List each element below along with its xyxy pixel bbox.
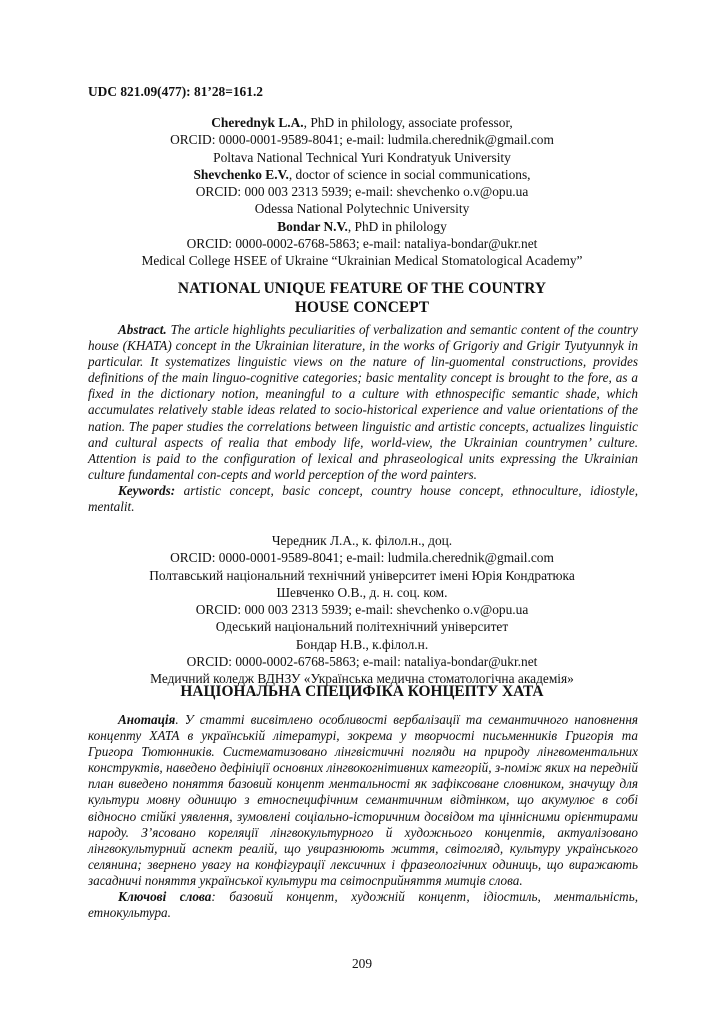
abstract-paragraph: Анотація. У статті висвітлено особливості вербалізації та семантичного наповнення концепту ХАТА в українській літературі, зокрема у творчості письменників Григорія та Григора Тютюнників. Систематизовано лінгвістичні погляди на природу лінгвоментальних конструктів, наведено дефініції основних лінгвокогнітивних категорій, з-поміж яких на передній план виведено поняття базовий концепт ментальності як зафіксоване словником, значущу для культури мовну одиницю з етноспецифічним семантичним відтінком, що акумулює в собі відносно стійкі уявлення, зумовлені соціально-історичним досвідом та ціннісними орієнтирами народу. З’ясовано кореляції лінгвокультурного й художнього концептів, актуалізовано лінгвокультурний аспект реалій, що увиразнюють життя, світогляд, культуру українського селянина; звернено увагу на конфігурації лексичних і фразеологічних одиниць, що виражають засадничі поняття української культури та світосприйняття митців слова. xyxy=(88,712,638,888)
abstract-label: Анотація xyxy=(118,712,176,727)
author-affiliation: Полтавський національний технічний університет імені Юрія Кондратюка xyxy=(149,567,575,583)
abstract-en xyxy=(88,322,638,515)
author-name: Shevchenko E.V. xyxy=(193,166,289,182)
keywords-label: Keywords: xyxy=(118,482,176,498)
authors-ua xyxy=(80,532,644,688)
author-affiliation: Poltava National Technical Yuri Kondratyuk University xyxy=(213,149,511,165)
abstract-label: Abstract. xyxy=(118,322,167,337)
keywords-label: Ключові слова xyxy=(118,889,212,905)
author-name: Cherednyk L.A. xyxy=(211,115,304,130)
keywords-en: Keywords: artistic concept, basic concept, country house concept, ethnoculture, idiostyle, mentalit. xyxy=(88,482,638,515)
author-line: Бондар Н.В., к.філол.н. xyxy=(295,636,429,652)
author-orcid: ORCID: 0000-0001-9589-8041; e-mail: ludmila.cherednik@gmail.com xyxy=(170,550,554,566)
author-orcid: ORCID: 000 003 2313 5939; e-mail: shevchenko o.v@opu.ua xyxy=(195,184,529,200)
author-affiliation: Одеський національний політехнічний університет xyxy=(215,619,509,635)
author-orcid: ORCID: 0000-0002-6768-5863; e-mail: nataliya-bondar@ukr.net xyxy=(186,236,538,252)
authors-en xyxy=(80,114,644,270)
abstract-paragraph: Abstract. The article highlights peculiarities of verbalization and semantic content of the country house (KHATA) concept in the Ukrainian literature, in the works of Grigoriy and Grigir Tyutyunnyk in particular. It systematizes linguistic views on the nature of lin-guomental constructions, provides definitions of the main linguo-cognitive categories; basic mentality concept is brought to the fore, as a fixed in the dictionary notion, meaningful to a culture with ethnospecific semantic shade, which accumulates relatively stable ideas related to socio-historical experience and value orientations of the nation. The paper studies the correlations between linguistic and artistic concepts, actualizes linguistic and cultural aspects of realia that embody life, world-view, the Ukrainian countrymen’ culture. Attention is paid to the configuration of lexical and phraseological units expressing the Ukrainian culture fundamental con-cepts and world perception of the word painters. xyxy=(88,322,638,482)
article-title-en: NATIONAL UNIQUE FEATURE OF THE COUNTRY HOUSE CONCEPT xyxy=(177,280,547,316)
article-title-ua: НАЦІОНАЛЬНА СПЕЦИФІКА КОНЦЕПТУ ХАТА xyxy=(180,683,544,700)
author-orcid: ORCID: 0000-0001-9589-8041; e-mail: ludmila.cherednik@gmail.com xyxy=(170,132,554,148)
author-line: Bondar N.V., PhD in philology xyxy=(277,218,447,234)
keywords-ua: Ключові слова: базовий концепт, художній концепт, ідіостиль, ментальність, етнокультура. xyxy=(88,889,638,921)
author-line: Cherednyk L.A., PhD in philology, associate professor, xyxy=(211,115,513,130)
page-number: 209 xyxy=(351,956,373,971)
author-line: Шевченко О.В., д. н. соц. ком. xyxy=(276,584,448,600)
author-line: Чередник Л.А., к. філол.н., доц. xyxy=(271,533,453,548)
author-affiliation: Медичний коледж ВДНЗУ «Українська медична стоматологічна академія» xyxy=(150,671,574,687)
author-affiliation: Medical College HSEE of Ukraine “Ukrainian Medical Stomatological Academy” xyxy=(141,253,583,269)
author-line: Shevchenko E.V., doctor of science in social communications, xyxy=(193,166,531,182)
abstract-ua xyxy=(88,712,638,921)
udc-code: UDC 821.09(477): 81’28=161.2 xyxy=(88,84,263,99)
author-orcid: ORCID: 0000-0002-6768-5863; e-mail: nataliya-bondar@ukr.net xyxy=(186,654,538,670)
author-name: Bondar N.V. xyxy=(277,218,348,234)
author-affiliation: Odessa National Polytechnic University xyxy=(254,201,470,217)
author-orcid: ORCID: 000 003 2313 5939; e-mail: shevchenko o.v@opu.ua xyxy=(195,602,529,618)
